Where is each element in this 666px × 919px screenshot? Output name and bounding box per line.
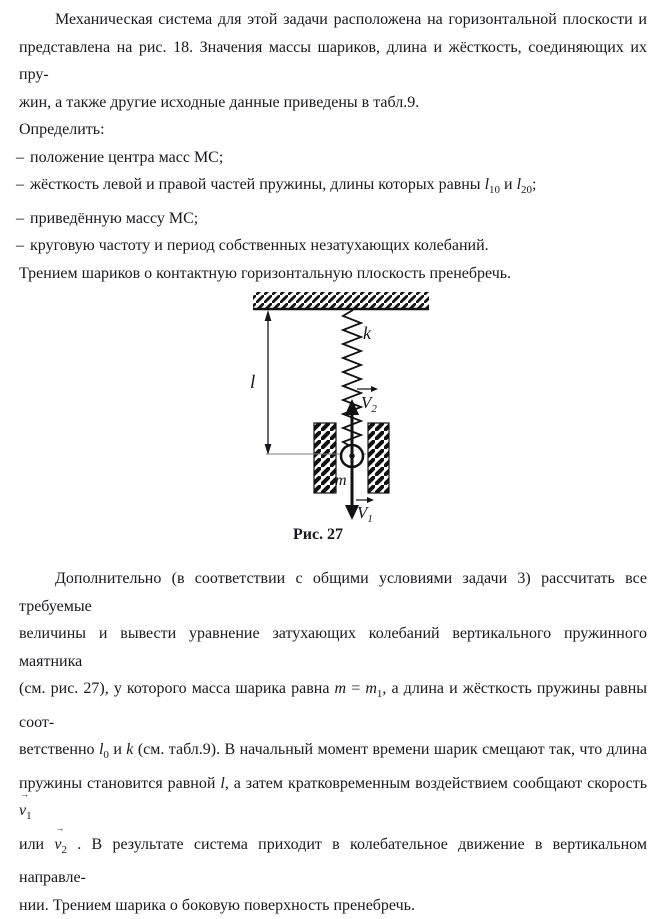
bullet-text: круговую частоту и период собственных незатухающих колебаний.	[30, 232, 647, 260]
friction-note: Трением шариков о контактную горизонтальную плоскость пренебречь.	[19, 260, 647, 288]
v1-vector-arrow-head-icon	[367, 497, 374, 503]
define-heading: Определить:	[19, 116, 647, 144]
bullet-item	[16, 205, 647, 233]
length-label: l	[250, 372, 255, 393]
bullet-text: приведённую массу МС;	[30, 205, 647, 233]
text-line: жин, а также другие исходные данные приведены в табл.9.	[19, 89, 647, 117]
text-line: нии. Трением шарика о боковую поверхность пренебречь.	[19, 892, 647, 919]
text-line: величины и вывести уравнение затухающих колебаний вертикального пружинного маятника	[19, 620, 647, 675]
dimension-arrow-up-icon	[265, 310, 272, 321]
right-guide-block	[368, 423, 389, 493]
text-line: представлена на рис. 18. Значения массы шариков, длина и жёсткость, соединяющих их пру-	[19, 34, 647, 89]
ball-center-dot	[349, 453, 354, 458]
bullet-dash: –	[16, 232, 30, 260]
bullet-text: положение центра масс МС;	[30, 144, 647, 172]
paragraph-additional	[19, 565, 647, 919]
text-line: пружины становится равной l, а затем кратковременным воздействием сообщают скорость → $v_1$	[19, 770, 647, 831]
bullet-dash: –	[16, 171, 30, 205]
left-guide-block	[314, 423, 336, 493]
v1-label: $V_1$	[357, 503, 373, 523]
bullet-item	[16, 232, 647, 260]
bullet-list	[19, 144, 647, 260]
text-line: Механическая система для этой задачи расположена на горизонтальной плоскости и	[19, 6, 647, 34]
figure-caption: Рис. 27	[218, 525, 418, 545]
bullet-dash: –	[16, 144, 30, 172]
dimension-arrow-down-icon	[265, 444, 272, 455]
bullet-item	[16, 171, 647, 205]
stiffness-label: k	[363, 323, 372, 343]
v2-vector-arrow-head-icon	[371, 386, 378, 392]
text-line: (см. рис. 27), у которого масса шарика равна $m = m_1$, а длина и жёсткость пружины равны соот-	[19, 675, 647, 736]
bullet-text: жёсткость левой и правой частей пружины, длины которых равны $l_{10}$ и $l_{20}$;	[30, 171, 647, 205]
bullet-dash: –	[16, 205, 30, 233]
mass-label: m	[335, 472, 347, 489]
paragraph-intro	[19, 6, 647, 116]
figure-spring-pendulum-diagram	[240, 287, 440, 523]
text-line: или → $v_2$ . В результате система приходит в колебательное движение в вертикальном направле-	[19, 831, 647, 892]
bullet-item	[16, 144, 647, 172]
v2-label: $V_2$	[361, 393, 377, 415]
text-line: Дополнительно (в соответствии с общими условиями задачи 3) рассчитать все требуемые	[19, 565, 647, 620]
text-line: ветственно $l_0$ и k (см. табл.9). В начальный момент времени шарик смещают так, что длина	[19, 736, 647, 770]
ceiling-hatch	[253, 292, 429, 308]
